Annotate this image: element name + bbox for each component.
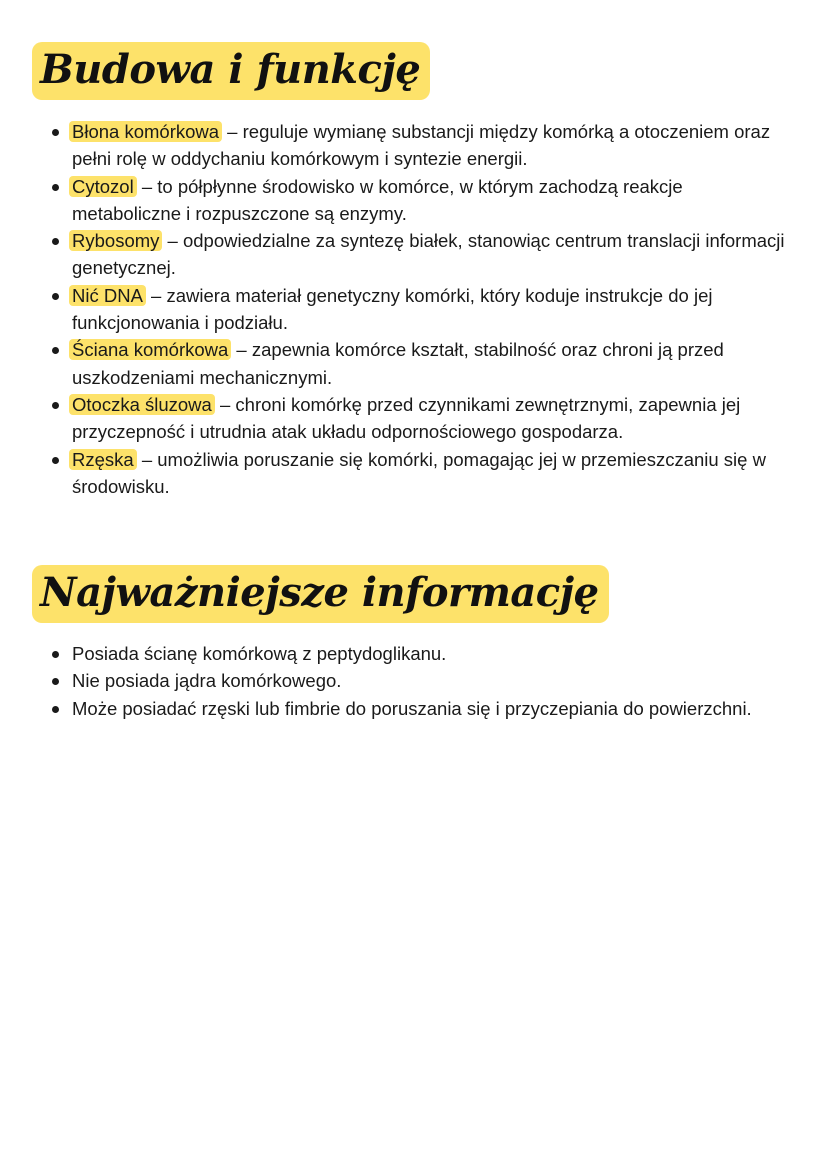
bullet-icon — [52, 402, 59, 409]
info-text: Nie posiada jądra komórkowego. — [72, 670, 342, 692]
list-item — [50, 336, 790, 391]
term-highlight: Rzęska — [69, 449, 137, 470]
term-highlight: Błona komórkowa — [69, 121, 222, 142]
term-description: – odpowiedzialne za syntezę białek, stanowiąc centrum translacji informacji genetycznej. — [72, 230, 785, 279]
bullet-icon — [52, 457, 59, 464]
bullet-icon — [52, 651, 59, 658]
list-item — [50, 667, 790, 694]
term-highlight: Nić DNA — [69, 285, 146, 306]
list-item — [50, 173, 790, 228]
bullet-icon — [52, 184, 59, 191]
term-description: – zapewnia komórce kształt, stabilność oraz chroni ją przed uszkodzeniami mechanicznymi. — [72, 339, 724, 388]
term-highlight: Cytozol — [69, 176, 137, 197]
bullet-icon — [52, 293, 59, 300]
term-description: – umożliwia poruszanie się komórki, pomagając jej w przemieszczaniu się w środowisku. — [72, 448, 766, 497]
key-info-list — [50, 640, 790, 722]
list-item — [50, 227, 790, 282]
bullet-icon — [52, 706, 59, 713]
term-highlight: Ściana komórkowa — [69, 339, 231, 360]
list-item — [50, 282, 790, 337]
list-item — [50, 640, 790, 667]
term-description: – reguluje wymianę substancji między komórką a otoczeniem oraz pełni rolę w oddychaniu komórkowym i syntezie energii. — [72, 121, 771, 170]
bullet-icon — [52, 129, 59, 136]
term-description: – to półpłynne środowisko w komórce, w którym zachodzą reakcje metaboliczne i rozpuszczone są enzymy. — [72, 175, 683, 224]
section-title-structure: Budowa i funkcję — [32, 42, 430, 100]
term-description: – zawiera materiał genetyczny komórki, który koduje instrukcje do jej funkcjonowania i podziału. — [72, 284, 713, 334]
section-title-key-info: Najważniejsze informację — [32, 565, 609, 623]
info-text: Posiada ścianę komórkową z peptydoglikanu. — [72, 643, 447, 664]
bullet-icon — [52, 347, 59, 354]
info-text: Może posiadać rzęski lub fimbrie do poruszania się i przyczepiania do powierzchni. — [72, 697, 752, 719]
bullet-icon — [52, 678, 59, 685]
list-item — [50, 446, 790, 501]
list-item — [50, 391, 790, 446]
term-highlight: Rybosomy — [69, 230, 162, 251]
structure-function-list — [50, 118, 790, 500]
term-description: – chroni komórkę przed czynnikami zewnętrznymi, zapewnia jej przyczepność i utrudnia atak układu odpornościowego gospodarza. — [72, 393, 741, 443]
term-highlight: Otoczka śluzowa — [69, 394, 215, 415]
bullet-icon — [52, 238, 59, 245]
list-item — [50, 118, 790, 173]
list-item — [50, 695, 790, 722]
